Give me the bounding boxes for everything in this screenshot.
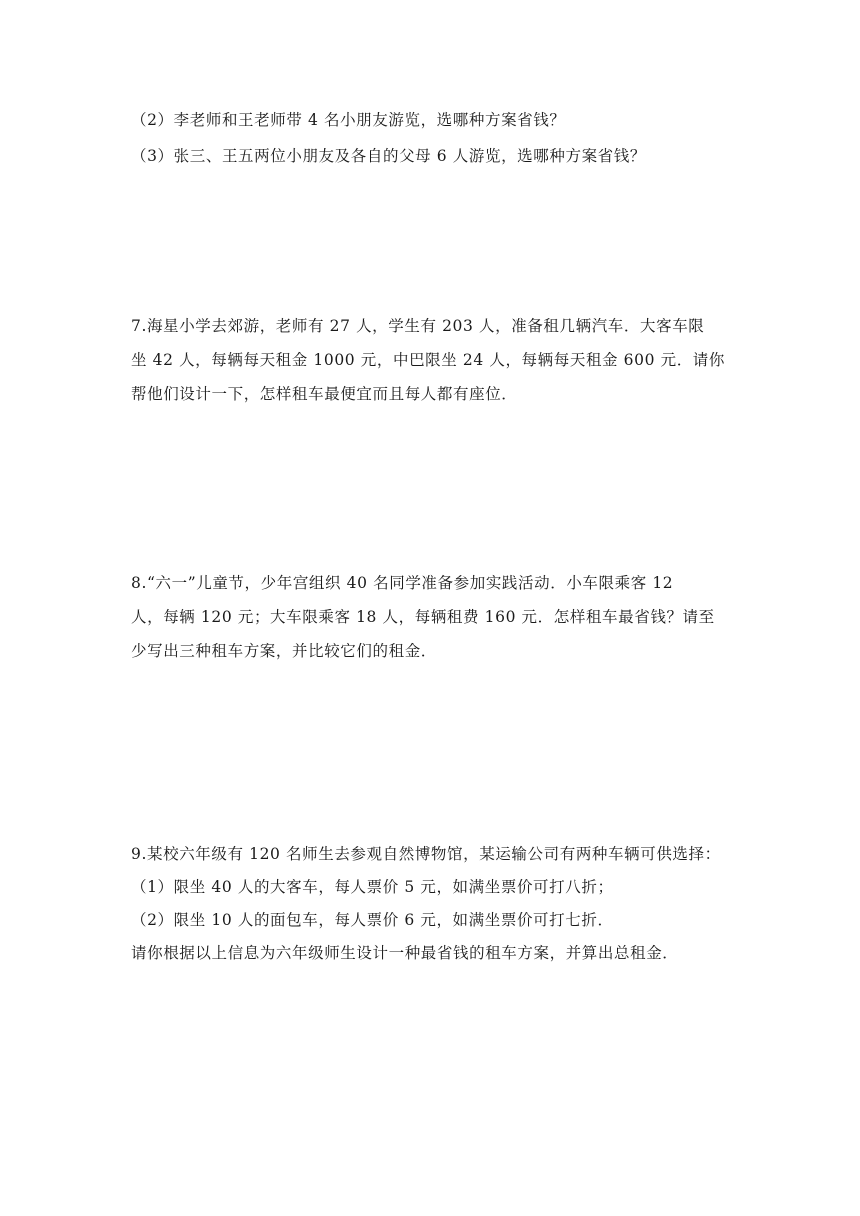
q7-line-3: 帮他们设计一下，怎样租车最便宜而且每人都有座位．	[131, 385, 518, 403]
q8-line-3: 少写出三种租车方案，并比较它们的租金．	[131, 642, 437, 660]
q9-sub-item-2: （2）限坐 10 人的面包车，每人票价 6 元，如满坐票价可打七折．	[131, 911, 614, 929]
q9-sub-item-1: （1）限坐 40 人的大客车，每人票价 5 元，如满坐票价可打八折；	[131, 878, 614, 896]
q6-sub-item-2: （2）李老师和王老师带 4 名小朋友游览，选哪种方案省钱？	[131, 111, 566, 129]
q6-sub-item-3: （3）张三、王五两位小朋友及各自的父母 6 人游览，选哪种方案省钱？	[131, 147, 646, 165]
q7-line-2: 坐 42 人，每辆每天租金 1000 元，中巴限坐 24 人，每辆每天租金 600 元．请你	[131, 351, 725, 369]
q9-line-final: 请你根据以上信息为六年级师生设计一种最省钱的租车方案，并算出总租金．	[131, 944, 679, 962]
q7-line-1: 7.海星小学去郊游，老师有 27 人，学生有 203 人，准备租几辆汽车．大客车限	[131, 317, 705, 335]
q8-line-1: 8.“六一”儿童节，少年宫组织 40 名同学准备参加实践活动．小车限乘客 12	[131, 574, 674, 592]
q8-line-2: 人，每辆 120 元；大车限乘客 18 人，每辆租费 160 元．怎样租车最省钱？请至	[131, 608, 715, 626]
q9-line-1: 9.某校六年级有 120 名师生去参观自然博物馆，某运输公司有两种车辆可供选择：	[131, 845, 721, 863]
